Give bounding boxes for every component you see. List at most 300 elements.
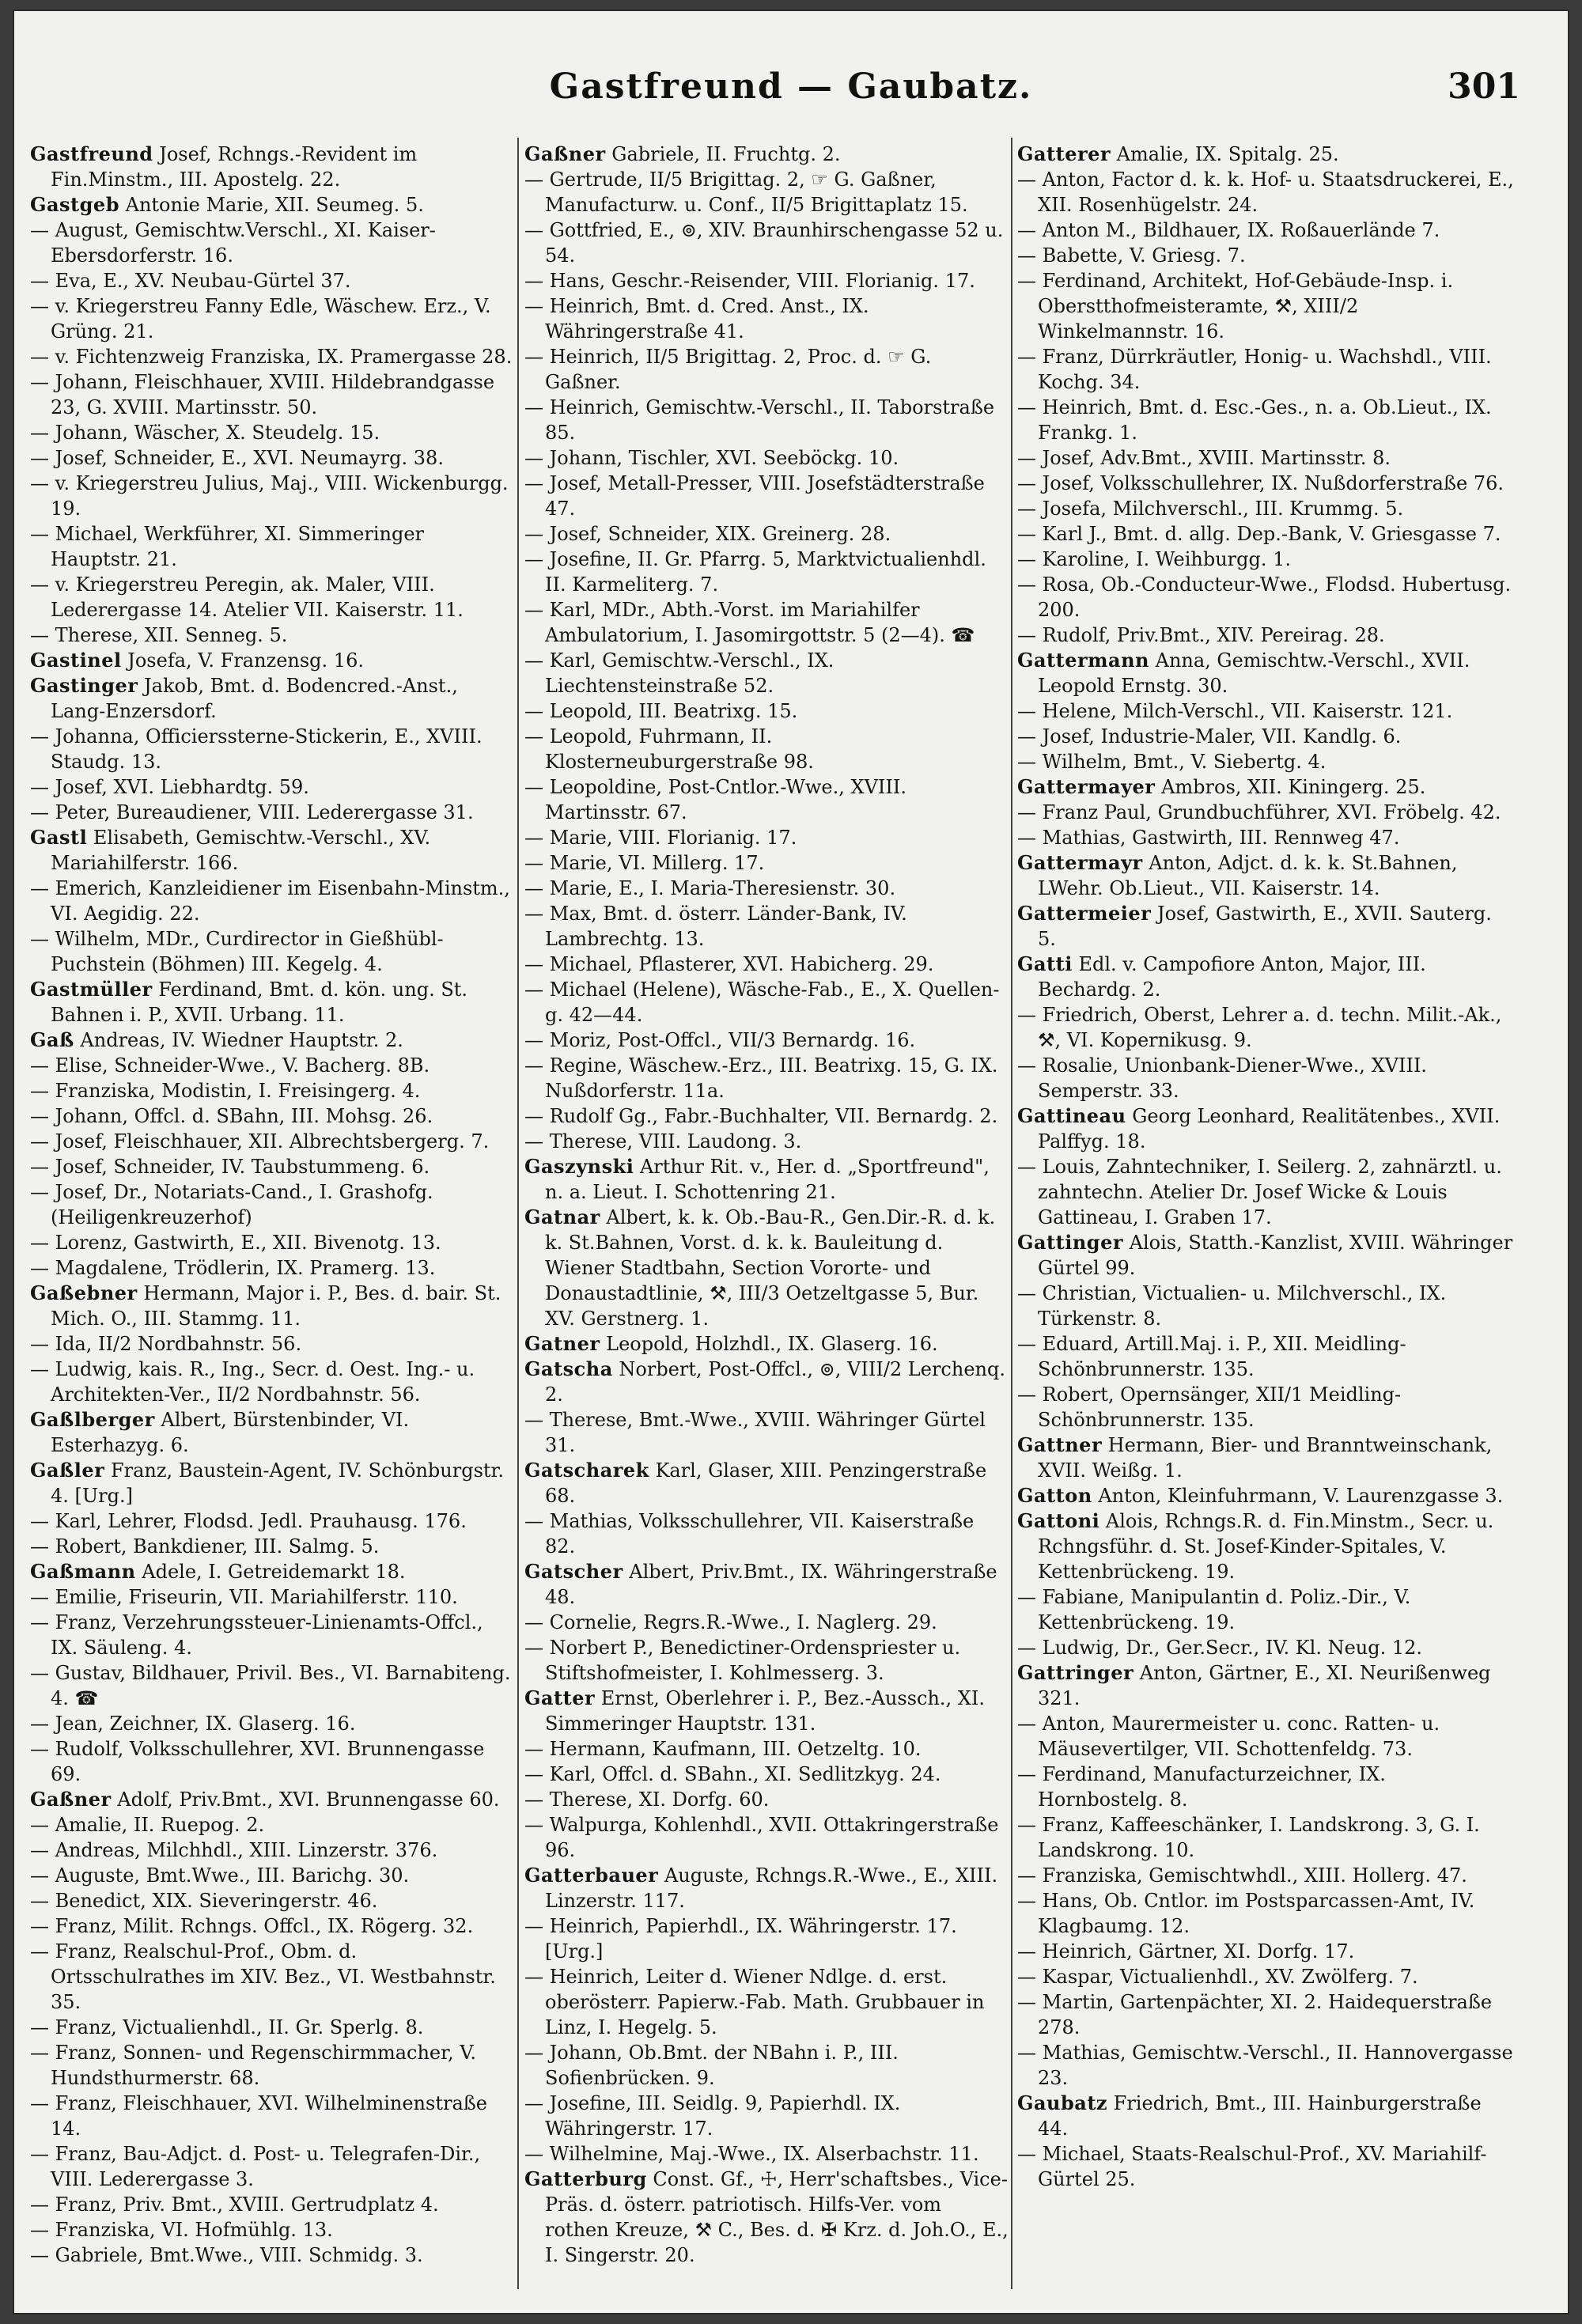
directory-entry [30, 977, 514, 1028]
directory-entry [1017, 2091, 1514, 2141]
directory-entry [1017, 850, 1514, 901]
entry-text: Karl, Glaser, XIII. Penzingerstraße 68. [545, 1459, 987, 1507]
directory-entry [524, 1635, 1009, 1686]
directory-entry [1017, 1053, 1514, 1103]
entry-text: — Magdalene, Trödlerin, IX. Pramerg. 13. [30, 1257, 436, 1279]
directory-entry [30, 369, 514, 420]
entry-text: — Hermann, Kaufmann, III. Oetzeltg. 10. [524, 1738, 922, 1760]
entry-text: — Heinrich, Bmt. d. Esc.-Ges., n. a. Ob.Lieut., IX. Frankg. 1. [1017, 396, 1492, 444]
entry-text: — Friedrich, Oberst, Lehrer a. d. techn. Milit.-Ak., ⚒, VI. Kopernikusg. 9. [1017, 1004, 1502, 1051]
directory-entry [1017, 1382, 1514, 1433]
directory-entry [524, 1458, 1009, 1508]
directory-entry [524, 1913, 1009, 1964]
directory-entry [524, 218, 1009, 268]
entry-text: — Josef, Schneider, E., XVI. Neumayrg. 38. [30, 447, 444, 469]
entry-text: — Walpurga, Kohlenhdl., XVII. Ottakringerstraße 96. [524, 1814, 999, 1861]
entry-text: — Michael (Helene), Wäsche-Fab., E., X. Quelleng. 42—44. [524, 978, 1000, 1026]
directory-entry [30, 825, 514, 876]
directory-entry [524, 977, 1009, 1028]
directory-entry [30, 1281, 514, 1331]
entry-text: — Heinrich, II/5 Brigittag. 2, Proc. d. ☞ G. Gaßner. [524, 346, 932, 393]
directory-entry [524, 2141, 1009, 2167]
directory-entry [1017, 1989, 1514, 2040]
entry-text: Ernst, Oberlehrer i. P., Bez.-Aussch., XI. Simmeringer Hauptstr. 131. [545, 1687, 985, 1735]
entry-text: — Wilhelm, Bmt., V. Siebertg. 4. [1017, 751, 1327, 773]
directory-entry [524, 1964, 1009, 2040]
directory-entry [30, 1129, 514, 1154]
entry-text: — Gabriele, Bmt.Wwe., VIII. Schmidg. 3. [30, 2244, 423, 2266]
entry-text: — Cornelie, Regrs.R.-Wwe., I. Naglerg. 29. [524, 1611, 937, 1633]
directory-entry [30, 1888, 514, 1913]
directory-entry [1017, 344, 1514, 395]
entry-text: Hermann, Major i. P., Bes. d. bair. St. Mich. O., III. Stammg. 11. [51, 1282, 501, 1330]
entry-text: — Amalie, II. Ruepog. 2. [30, 1814, 265, 1836]
directory-entry [1017, 1762, 1514, 1812]
page-number: 301 [1448, 66, 1520, 107]
directory-entry [30, 774, 514, 800]
entry-text: — Johann, Ob.Bmt. der NBahn i. P., III. Sofienbrücken. 9. [524, 2042, 899, 2089]
directory-entry [524, 1407, 1009, 1458]
directory-entry [1017, 2141, 1514, 2192]
entry-text: — Karl, Lehrer, Flodsd. Jedl. Prauhausg. 176. [30, 1510, 467, 1532]
directory-entry [524, 1762, 1009, 1787]
entry-text: — Marie, VIII. Florianig. 17. [524, 827, 797, 849]
entry-text: — Franz, Realschul-Prof., Obm. d. Ortsschulrathes im XIV. Bez., VI. Westbahnstr. 35. [30, 1940, 496, 2013]
directory-entry [524, 850, 1009, 876]
entry-text: — Helene, Milch-Verschl., VII. Kaiserstr. 121. [1017, 700, 1453, 722]
directory-entry [524, 445, 1009, 471]
directory-entry [30, 1584, 514, 1610]
entry-text: Arthur Rit. v., Her. d. „Sportfreund", n. a. Lieut. I. Schottenring 21. [545, 1156, 990, 1203]
directory-entry [1017, 167, 1514, 218]
entry-text: — Lorenz, Gastwirth, E., XII. Bivenotg. 13. [30, 1232, 441, 1254]
entry-text: — Josef, Volksschullehrer, IX. Nußdorferstraße 76. [1017, 472, 1504, 494]
entry-text: — Josefine, II. Gr. Pfarrg. 5, Marktvictualienhdl. II. Karmeliterg. 7. [524, 548, 986, 596]
directory-entry [30, 1812, 514, 1838]
page-title: Gastfreund — Gaubatz. [549, 66, 1033, 107]
entry-text: — Ferdinand, Architekt, Hof-Gebäude-Insp. i. Oberstthofmeisteramte, ⚒, XIII/2 Winkelmannstr. 16. [1017, 270, 1454, 343]
entry-surname: Gattineau [1017, 1104, 1126, 1127]
directory-entry [30, 1179, 514, 1230]
directory-entry [524, 1508, 1009, 1559]
entry-text: — Mathias, Gastwirth, III. Rennweg 47. [1017, 827, 1400, 849]
entry-text: — Josefine, III. Seidlg. 9, Papierhdl. IX. Währingerstr. 17. [524, 2092, 901, 2140]
directory-entry [30, 1407, 514, 1458]
entry-text: Albert, Bürstenbinder, VI. Esterhazyg. 6. [51, 1409, 410, 1456]
directory-entry [30, 572, 514, 623]
entry-text: — Karl, MDr., Abth.-Vorst. im Mariahilfer Ambulatorium, I. Jasomirgottstr. 5 (2—4). ☎ [524, 599, 975, 646]
entry-text: — Anton, Maurermeister u. conc. Ratten- u. Mäusevertilger, VII. Schottenfeldg. 73. [1017, 1713, 1440, 1760]
entry-surname: Gaßebner [30, 1281, 138, 1304]
entry-text: — Mathias, Gemischtw.-Verschl., II. Hannovergasse 23. [1017, 2042, 1513, 2089]
entry-text: — Johanna, Officierssterne-Stickerin, E., XVIII. Staudg. 13. [30, 725, 483, 773]
directory-entry [30, 268, 514, 293]
directory-entry [524, 648, 1009, 698]
entry-text: — Max, Bmt. d. österr. Länder-Bank, IV. Lambrechtg. 13. [524, 903, 907, 950]
entry-text: — Anton, Factor d. k. k. Hof- u. Staatsdruckerei, E., XII. Rosenhügelstr. 24. [1017, 168, 1514, 216]
directory-entry [30, 1610, 514, 1660]
entry-surname: Gatscharek [524, 1459, 649, 1482]
entry-surname: Gatti [1017, 952, 1073, 975]
directory-entry [524, 1610, 1009, 1635]
entry-text: — Franz, Priv. Bmt., XVIII. Gertrudplatz 4. [30, 2193, 439, 2216]
entry-surname: Gaßler [30, 1459, 105, 1482]
directory-entry [30, 876, 514, 926]
directory-entry [30, 1053, 514, 1078]
directory-entry [30, 2141, 514, 2192]
directory-entry [524, 1129, 1009, 1154]
entry-text: — Christian, Victualien- u. Milchverschl., IX. Türkenstr. 8. [1017, 1282, 1447, 1330]
entry-text: Leopold, Holzhdl., IX. Glaserg. 16. [600, 1333, 938, 1355]
column-divider [517, 138, 519, 2289]
entry-text: — Johann, Offcl. d. SBahn, III. Mohsg. 26. [30, 1105, 433, 1127]
directory-entry [30, 471, 514, 521]
directory-entry [1017, 471, 1514, 496]
directory-entry [30, 1736, 514, 1787]
directory-entry [524, 344, 1009, 395]
directory-entry [1017, 1863, 1514, 1888]
entry-text: — Gottfried, E., ⊚, XIV. Braunhirschengasse 52 u. 54. [524, 219, 1004, 267]
entry-text: — Josef, Dr., Notariats-Cand., I. Grashofg. (Heiligenkreuzerhof) [30, 1181, 433, 1228]
entry-surname: Gatnar [524, 1206, 600, 1228]
entry-text: — Therese, VIII. Laudong. 3. [524, 1130, 802, 1153]
entry-text: Alois, Statth.-Kanzlist, XVIII. Währinger Gürtel 99. [1038, 1232, 1513, 1279]
entry-text: — Heinrich, Gemischtw.-Verschl., II. Taborstraße 85. [524, 396, 995, 444]
page-header [14, 66, 1568, 122]
directory-entry [30, 2040, 514, 2091]
entry-text: — Franz Paul, Grundbuchführer, XVI. Fröbelg. 42. [1017, 801, 1501, 823]
directory-entry [524, 293, 1009, 344]
directory-entry [524, 1686, 1009, 1736]
directory-entry [30, 293, 514, 344]
directory-entry [30, 1230, 514, 1255]
directory-entry [30, 2091, 514, 2141]
entry-text: — Franziska, Gemischtwhdl., XIII. Hollerg. 47. [1017, 1864, 1467, 1887]
entry-text: — Eduard, Artill.Maj. i. P., XII. Meidling-Schönbrunnerstr. 135. [1017, 1333, 1406, 1380]
entry-text: Const. Gf., ☩, Herr'schaftsbes., Vice-Präs. d. österr. patriotisch. Hilfs-Ver. vom rothen Kreuze, ⚒ C., Bes. d. ✠ Krz. d. Joh.O., E., I. Singerstr. 20. [545, 2168, 1009, 2266]
entry-text: — Heinrich, Leiter d. Wiener Ndlge. d. erst. oberösterr. Papierw.-Fab. Math. Grubbauer in Linz, I. Hegelg. 5. [524, 1966, 985, 2038]
directory-entry [1017, 142, 1514, 167]
entry-text: — Heinrich, Papierhdl., IX. Währingerstr. 17. [Urg.] [524, 1915, 957, 1963]
entry-text: — Karl, Gemischtw.-Verschl., IX. Liechtensteinstraße 52. [524, 649, 835, 697]
column-divider [1011, 138, 1012, 2289]
entry-text: — Franz, Fleischhauer, XVI. Wilhelminenstraße 14. [30, 2092, 487, 2140]
entry-surname: Gatterburg [524, 2167, 647, 2190]
directory-entry [30, 2217, 514, 2243]
entry-text: — Franz, Sonnen- und Regenschirmmacher, V. Hundsthurmerstr. 68. [30, 2042, 476, 2089]
entry-text: — Auguste, Bmt.Wwe., III. Barichg. 30. [30, 1864, 410, 1887]
entry-text: — Elise, Schneider-Wwe., V. Bacherg. 8B. [30, 1054, 430, 1077]
entry-text: — Josef, Schneider, XIX. Greinerg. 28. [524, 523, 891, 545]
entry-text: — Ludwig, Dr., Ger.Secr., IV. Kl. Neug. 12. [1017, 1637, 1423, 1659]
entry-text: — v. Kriegerstreu Fanny Edle, Wäschew. Erz., V. Grüng. 21. [30, 295, 491, 343]
entry-text: Edl. v. Campofiore Anton, Major, III. Bechardg. 2. [1038, 953, 1426, 1001]
entry-text: — v. Kriegerstreu Peregin, ak. Maler, VIII. Lederergasse 14. Atelier VII. Kaiserstr. 11. [30, 573, 464, 621]
directory-entry [1017, 395, 1514, 445]
entry-text: — Franz, Milit. Rchngs. Offcl., IX. Rögerg. 32. [30, 1915, 474, 1937]
directory-entry [30, 623, 514, 648]
entry-text: — Michael, Pflasterer, XVI. Habicherg. 29. [524, 953, 934, 975]
directory-entry [1017, 1331, 1514, 1382]
entry-text: — v. Fichtenzweig Franziska, IX. Pramergasse 28. [30, 346, 513, 368]
entry-text: Ferdinand, Bmt. d. kön. ung. St. Bahnen i. P., XVII. Urbang. 11. [51, 978, 468, 1026]
directory-entry [30, 926, 514, 977]
entry-surname: Gaßmann [30, 1560, 136, 1583]
directory-entry [524, 1053, 1009, 1103]
directory-entry [1017, 825, 1514, 850]
entry-text: Elisabeth, Gemischtw.-Verschl., XV. Mariahilferstr. 166. [51, 827, 431, 874]
entry-text: Auguste, Rchngs.R.-Wwe., E., XIII. Linzerstr. 117. [545, 1864, 998, 1912]
entry-text: — Robert, Bankdiener, III. Salmg. 5. [30, 1535, 380, 1558]
entry-text: Josefa, V. Franzensg. 16. [121, 649, 364, 672]
directory-entry [524, 1205, 1009, 1331]
entry-text: — Norbert P., Benedictiner-Ordenspriester u. Stiftshofmeister, I. Kohlmesserg. 3. [524, 1637, 961, 1684]
entry-surname: Gatterer [1017, 142, 1111, 165]
directory-entry [524, 2040, 1009, 2091]
directory-entry [524, 698, 1009, 724]
directory-entry [1017, 952, 1514, 1002]
entry-text: — Michael, Staats-Realschul-Prof., XV. Mariahilf-Gürtel 25. [1017, 2143, 1487, 2190]
directory-entry [1017, 724, 1514, 749]
entry-text: — Therese, Bmt.-Wwe., XVIII. Währinger Gürtel 31. [524, 1409, 986, 1456]
entry-surname: Gatner [524, 1332, 600, 1355]
entry-text: Alois, Rchngs.R. d. Fin.Minstm., Secr. u. Rchngsführ. d. St. Josef-Kinder-Spitales, V. Kettenbrückeng. 19. [1038, 1510, 1494, 1583]
entry-surname: Gattoni [1017, 1509, 1100, 1532]
entry-text: — Rudolf, Priv.Bmt., XIV. Pereirag. 28. [1017, 624, 1385, 646]
directory-entry [30, 1078, 514, 1103]
directory-entry [1017, 2040, 1514, 2091]
entry-surname: Gatscha [524, 1357, 613, 1380]
entry-text: — Jean, Zeichner, IX. Glaserg. 16. [30, 1713, 356, 1735]
directory-entry [1017, 1433, 1514, 1483]
directory-entry [524, 142, 1009, 167]
entry-text: Norbert, Post-Offcl., ⊚, VIII/2 Lerchenq. 2. [545, 1358, 1005, 1406]
entry-text: — Franz, Dürrkräutler, Honig- u. Wachshdl., VIII. Kochg. 34. [1017, 346, 1492, 393]
directory-entry [524, 876, 1009, 901]
entry-surname: Gaß [30, 1028, 74, 1051]
directory-entry [1017, 496, 1514, 521]
entry-text: Gabriele, II. Fruchtg. 2. [605, 143, 841, 165]
entry-text: — Johann, Fleischhauer, XVIII. Hildebrandgasse 23, G. XVIII. Martinsstr. 50. [30, 371, 495, 418]
entry-surname: Gatterbauer [524, 1864, 659, 1887]
entry-surname: Gastfreund [30, 142, 153, 165]
entry-text: — Franziska, Modistin, I. Freisingerg. 4. [30, 1080, 421, 1102]
entry-text: — Emerich, Kanzleidiener im Eisenbahn-Minstm., VI. Aegidig. 22. [30, 877, 510, 925]
directory-entry [1017, 1584, 1514, 1635]
directory-entry [30, 1863, 514, 1888]
entry-text: Hermann, Bier- und Branntweinschank, XVII. Weißg. 1. [1038, 1434, 1493, 1482]
directory-entry [1017, 1154, 1514, 1230]
directory-entry [30, 1255, 514, 1281]
directory-entry [524, 901, 1009, 952]
entry-text: — Josef, Fleischhauer, XII. Albrechtsbergerg. 7. [30, 1130, 490, 1153]
directory-entry [524, 1863, 1009, 1913]
entry-text: Antonie Marie, XII. Seumeg. 5. [119, 194, 424, 216]
directory-entry [524, 547, 1009, 597]
entry-text: Friedrich, Bmt., III. Hainburgerstraße 44. [1038, 2092, 1482, 2140]
entry-surname: Gattner [1017, 1433, 1103, 1456]
entry-text: Amalie, IX. Spitalg. 25. [1111, 143, 1339, 165]
entry-text: — Hans, Ob. Cntlor. im Postsparcassen-Amt, IV. Klagbaumg. 12. [1017, 1890, 1475, 1937]
entry-text: — Louis, Zahntechniker, I. Seilerg. 2, zahnärztl. u. zahntechn. Atelier Dr. Josef Wicke & Louis Gattineau, I. Graben 17. [1017, 1156, 1502, 1228]
entry-text: — Anton M., Bildhauer, IX. Roßauerlände 7. [1017, 219, 1440, 241]
directory-entry [30, 1711, 514, 1736]
entry-text: — Karoline, I. Weihburgg. 1. [1017, 548, 1292, 570]
directory-entry [524, 724, 1009, 774]
entry-text: Anton, Kleinfuhrmann, V. Laurenzgasse 3. [1092, 1485, 1504, 1507]
entry-text: Anton, Adjct. d. k. k. St.Bahnen, LWehr. Ob.Lieut., VII. Kaiserstr. 14. [1038, 852, 1458, 899]
directory-entry [1017, 698, 1514, 724]
directory-entry [1017, 648, 1514, 698]
directory-entry [524, 471, 1009, 521]
entry-surname: Gattermayr [1017, 851, 1143, 874]
directory-entry [30, 1787, 514, 1812]
entry-surname: Gattermayer [1017, 775, 1156, 798]
entry-surname: Gatton [1017, 1484, 1092, 1507]
entry-text: — Rosa, Ob.-Conducteur-Wwe., Flodsd. Hubertusg. 200. [1017, 573, 1512, 621]
entry-text: Andreas, IV. Wiedner Hauptstr. 2. [74, 1029, 403, 1051]
directory-entry [30, 1559, 514, 1584]
directory-entry [30, 521, 514, 572]
directory-entry [524, 1559, 1009, 1610]
directory-column-3 [1017, 142, 1514, 2293]
entry-surname: Gatscher [524, 1560, 623, 1583]
entry-text: — Franz, Bau-Adjct. d. Post- u. Telegrafen-Dir., VIII. Lederergasse 3. [30, 2143, 481, 2190]
directory-entry [1017, 1888, 1514, 1939]
directory-entry [1017, 1711, 1514, 1762]
directory-entry [30, 1838, 514, 1863]
entry-text: — Josef, XVI. Liebhardtg. 59. [30, 776, 309, 798]
entry-text: Adolf, Priv.Bmt., XVI. Brunnengasse 60. [111, 1788, 500, 1811]
entry-text: — Michael, Werkführer, XI. Simmeringer Hauptstr. 21. [30, 523, 425, 570]
entry-text: — Gustav, Bildhauer, Privil. Bes., VI. Barnabiteng. 4. ☎ [30, 1662, 511, 1709]
entry-surname: Gastmüller [30, 978, 153, 1001]
entry-text: — Benedict, XIX. Sieveringerstr. 46. [30, 1890, 378, 1912]
entry-text: — Therese, XI. Dorfg. 60. [524, 1788, 770, 1811]
entry-text: — Regine, Wäschew.-Erz., III. Beatrixg. 15, G. IX. Nußdorferstr. 11a. [524, 1054, 998, 1102]
entry-text: Ambros, XII. Kiningerg. 25. [1155, 776, 1426, 798]
directory-entry [524, 774, 1009, 825]
directory-entry [30, 1913, 514, 1939]
entry-surname: Gastinel [30, 649, 122, 672]
directory-entry [30, 1660, 514, 1711]
entry-surname: Gaßner [524, 142, 606, 165]
directory-entry [524, 1103, 1009, 1129]
entry-text: Albert, k. k. Ob.-Bau-R., Gen.Dir.-R. d. k. k. St.Bahnen, Vorst. d. k. k. Bauleitung d. Wiener Stadtbahn, Section Vororte- und Donaustadtlinie, ⚒, III/3 Oetzeltgasse 5, Bur. XV. Gerstnerg. 1. [545, 1206, 996, 1330]
entry-text: — Babette, V. Griesg. 7. [1017, 244, 1246, 267]
entry-text: — Marie, E., I. Maria-Theresienstr. 30. [524, 877, 896, 899]
entry-text: — v. Kriegerstreu Julius, Maj., VIII. Wickenburgg. 19. [30, 472, 509, 520]
entry-text: — Heinrich, Bmt. d. Cred. Anst., IX. Währingerstraße 41. [524, 295, 869, 343]
directory-entry [30, 800, 514, 825]
entry-surname: Gaßner [30, 1788, 112, 1811]
entry-surname: Gastl [30, 826, 88, 849]
entry-text: Adele, I. Getreidemarkt 18. [135, 1561, 406, 1583]
directory-entry [1017, 1939, 1514, 1964]
directory-entry [1017, 774, 1514, 800]
directory-entry [30, 420, 514, 445]
entry-text: — Josef, Industrie-Maler, VII. Kandlg. 6. [1017, 725, 1402, 748]
entry-text: — Ida, II/2 Nordbahnstr. 56. [30, 1333, 302, 1355]
directory-entry [524, 1787, 1009, 1812]
directory-entry [524, 1154, 1009, 1205]
directory-entry [30, 344, 514, 369]
entry-surname: Gattringer [1017, 1661, 1134, 1684]
entry-text: — Johann, Tischler, XVI. Seeböckg. 10. [524, 447, 899, 469]
entry-text: — Franziska, VI. Hofmühlg. 13. [30, 2219, 333, 2241]
entry-text: — Franz, Victualienhdl., II. Gr. Sperlg. 8. [30, 2016, 424, 2038]
directory-entry [30, 1939, 514, 2015]
directory-entry [1017, 521, 1514, 547]
directory-entry [1017, 1812, 1514, 1863]
entry-text: — Karl J., Bmt. d. allg. Dep.-Bank, V. Griesgasse 7. [1017, 523, 1501, 545]
directory-entry [524, 1331, 1009, 1357]
entry-text: — Rosalie, Unionbank-Diener-Wwe., XVIII. Semperstr. 33. [1017, 1054, 1428, 1102]
directory-entry [1017, 1483, 1514, 1508]
entry-text: — Heinrich, Gärtner, XI. Dorfg. 17. [1017, 1940, 1355, 1963]
directory-entry [524, 2167, 1009, 2268]
directory-entry [30, 1508, 514, 1534]
directory-entry [1017, 1964, 1514, 1989]
directory-entry [524, 521, 1009, 547]
entry-text: Albert, Priv.Bmt., IX. Währingerstraße 48. [545, 1561, 997, 1608]
directory-entry [1017, 268, 1514, 344]
directory-entry [30, 1534, 514, 1559]
entry-text: — Therese, XII. Senneg. 5. [30, 624, 288, 646]
directory-entry [524, 952, 1009, 977]
directory-entry [30, 1458, 514, 1508]
directory-entry [30, 1331, 514, 1357]
directory-entry [524, 268, 1009, 293]
directory-entry [1017, 1660, 1514, 1711]
entry-text: — Wilhelmine, Maj.-Wwe., IX. Alserbachstr. 11. [524, 2143, 979, 2165]
directory-entry [1017, 901, 1514, 952]
entry-text: — Ferdinand, Manufacturzeichner, IX. Hornbostelg. 8. [1017, 1763, 1386, 1811]
entry-surname: Gaßlberger [30, 1408, 155, 1431]
directory-entry [1017, 800, 1514, 825]
entry-surname: Gattermeier [1017, 902, 1152, 925]
directory-entry [30, 1103, 514, 1129]
entry-text: — Leopold, III. Beatrixg. 15. [524, 700, 798, 722]
directory-entry [30, 142, 514, 192]
entry-surname: Gaszynski [524, 1155, 634, 1178]
entry-text: — Ludwig, kais. R., Ing., Secr. d. Oest. Ing.- u. Architekten-Ver., II/2 Nordbahnstr. 56. [30, 1358, 475, 1406]
directory-entry [1017, 749, 1514, 774]
entry-surname: Gattermann [1017, 649, 1149, 672]
directory-entry [524, 1812, 1009, 1863]
entry-text: — Rudolf Gg., Fabr.-Buchhalter, VII. Bernardg. 2. [524, 1105, 998, 1127]
entry-text: — Marie, VI. Millerg. 17. [524, 852, 765, 874]
entry-text: — Moriz, Post-Offcl., VII/3 Bernardg. 16. [524, 1029, 916, 1051]
directory-entry [1017, 243, 1514, 268]
directory-entry [30, 2015, 514, 2040]
directory-page [14, 11, 1568, 2313]
entry-text: — Fabiane, Manipulantin d. Poliz.-Dir., V. Kettenbrückeng. 19. [1017, 1586, 1411, 1633]
directory-entry [30, 445, 514, 471]
directory-entry [30, 1357, 514, 1407]
directory-entry [1017, 1635, 1514, 1660]
directory-entry [1017, 218, 1514, 243]
entry-text: Anna, Gemischtw.-Verschl., XVII. Leopold Ernstg. 30. [1038, 649, 1470, 697]
directory-entry [524, 167, 1009, 218]
entry-text: — Mathias, Volksschullehrer, VII. Kaiserstraße 82. [524, 1510, 975, 1558]
entry-text: — Josef, Schneider, IV. Taubstummeng. 6. [30, 1156, 430, 1178]
entry-text: — Robert, Opernsänger, XII/1 Meidling-Schönbrunnerstr. 135. [1017, 1383, 1402, 1431]
directory-entry [1017, 572, 1514, 623]
directory-entry [524, 395, 1009, 445]
directory-entry [1017, 1103, 1514, 1154]
directory-entry [524, 1357, 1009, 1407]
